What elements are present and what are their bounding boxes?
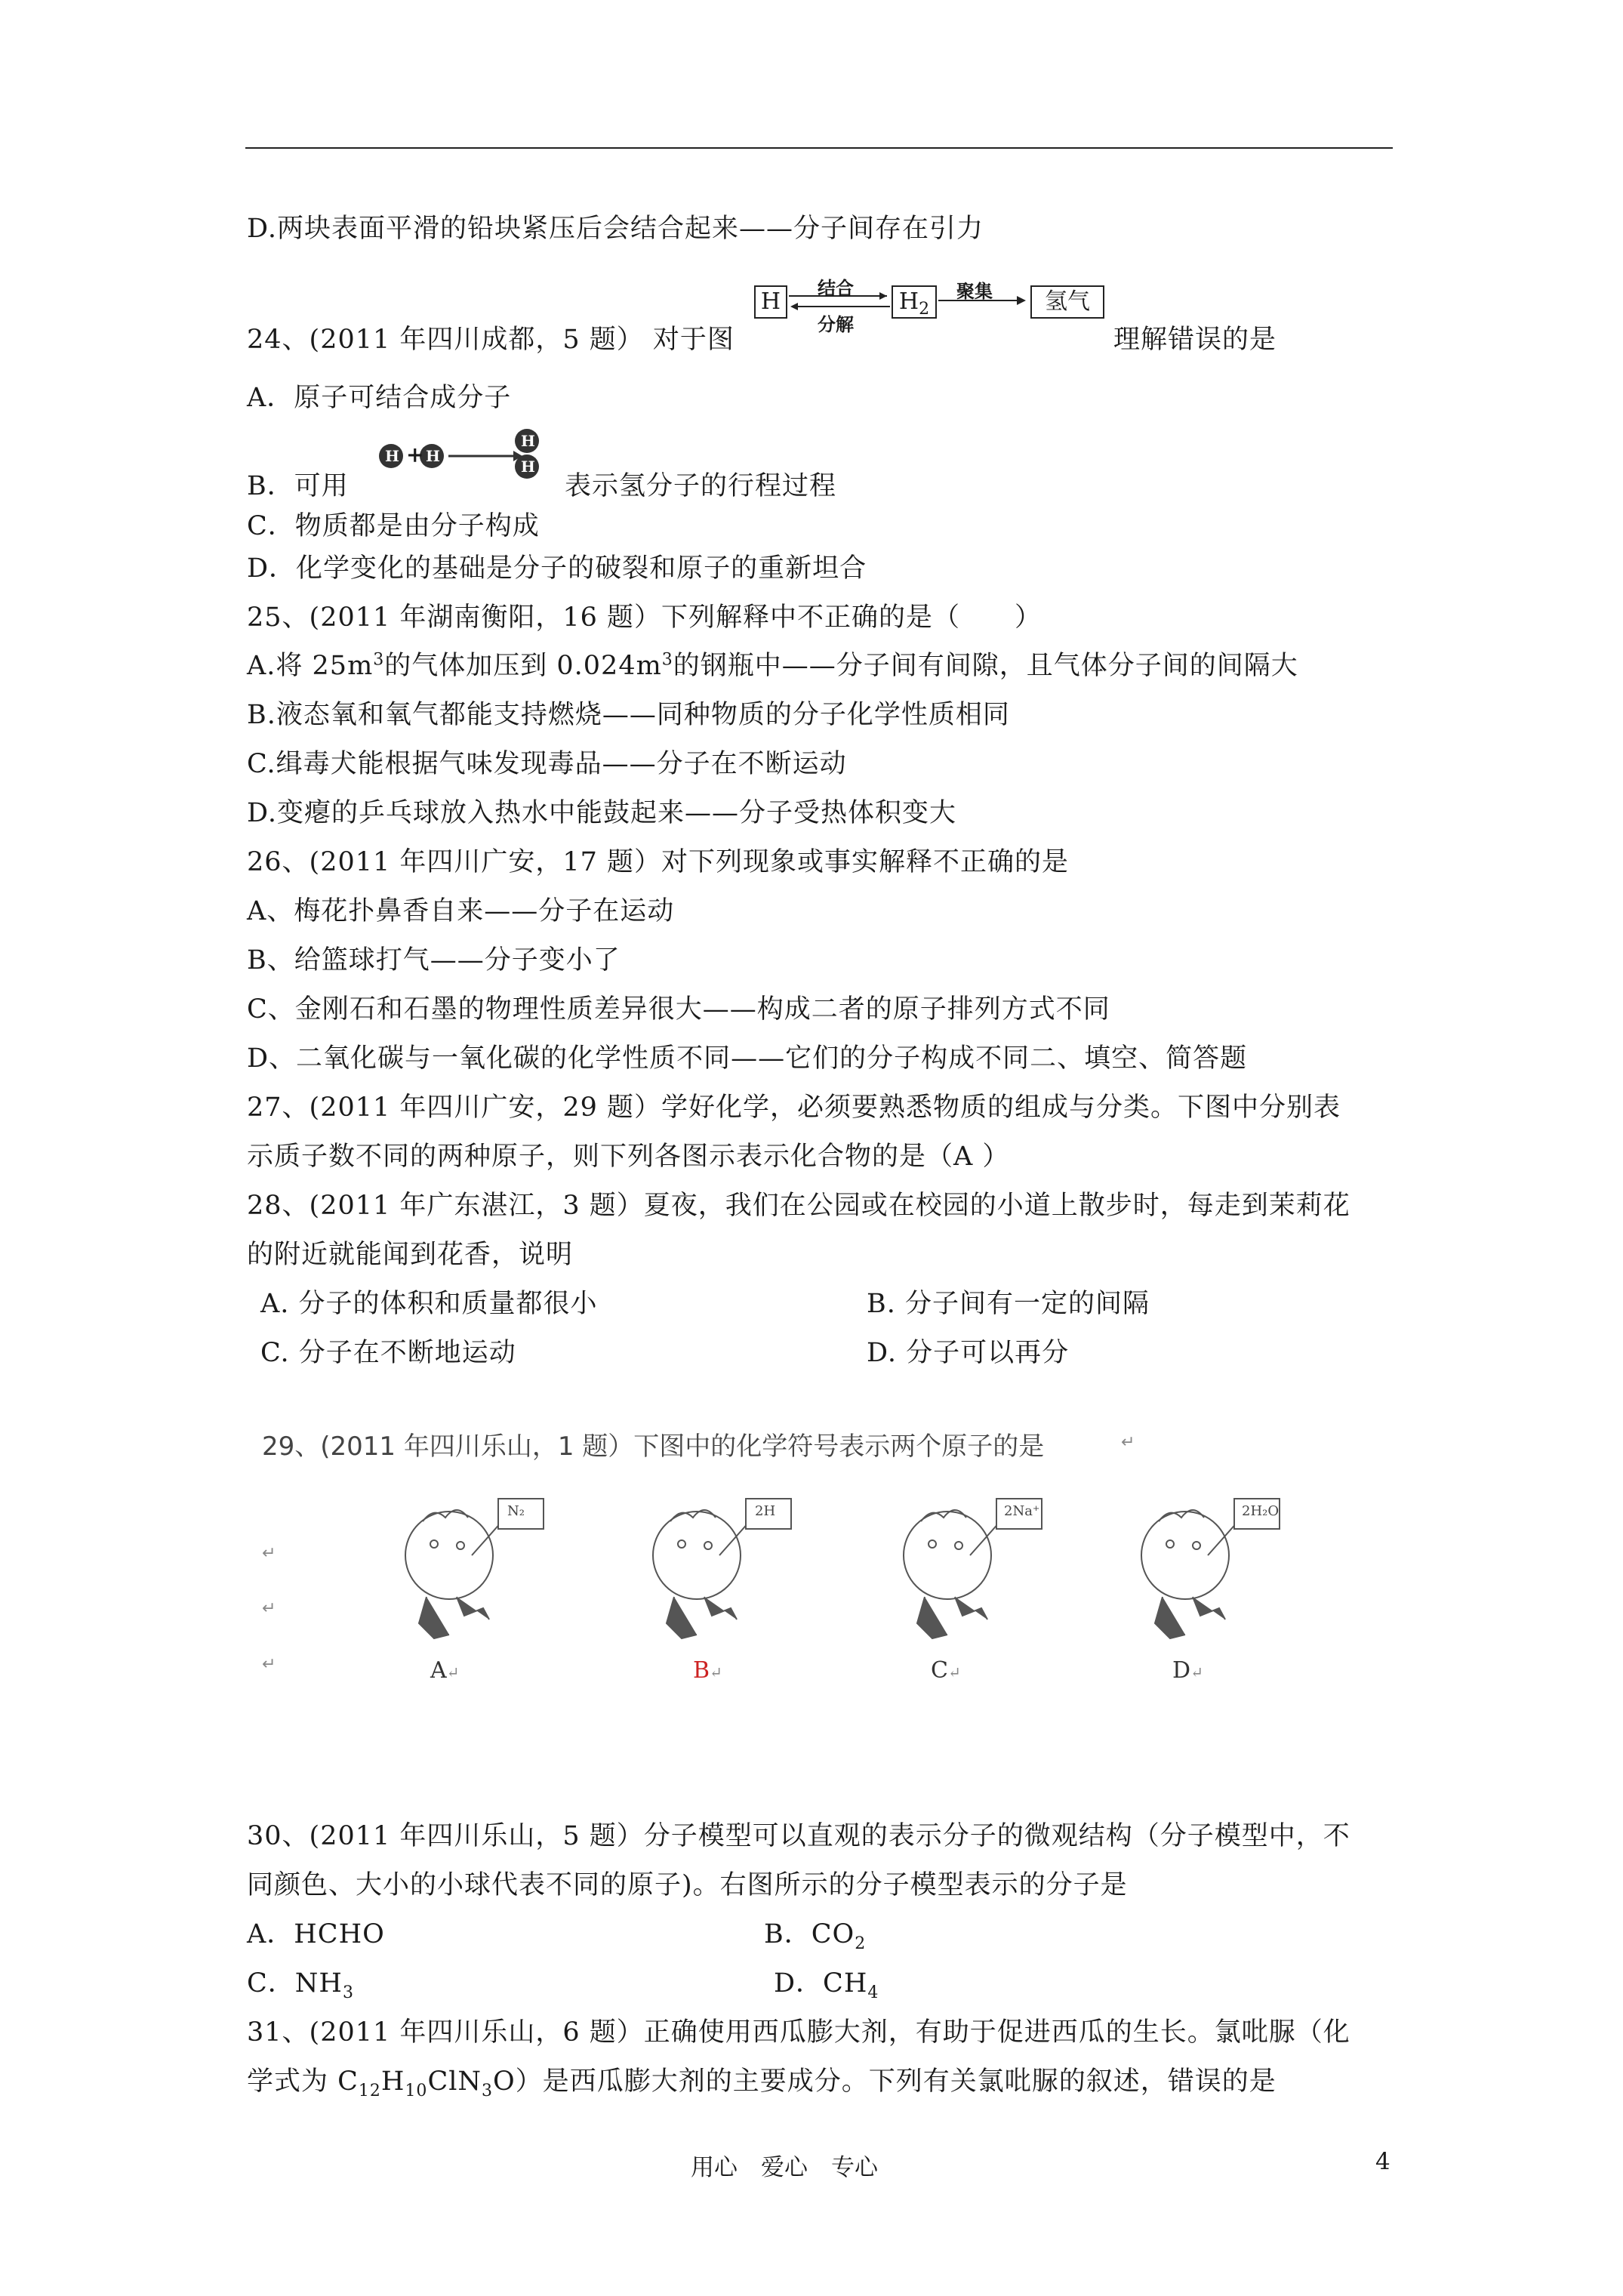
q30-stem-line2: 同颜色、大小的小球代表不同的原子)。右图所示的分子模型表示的分子是 bbox=[247, 1870, 1128, 1900]
molecule-plus: + bbox=[406, 442, 424, 467]
q24-option-d: D．化学变化的基础是分子的破裂和原子的重新坦合 bbox=[247, 553, 867, 584]
q25-option-b: B.液态氧和氧气都能支持燃烧——同种物质的分子化学性质相同 bbox=[247, 700, 1010, 730]
q28-option-a: A. 分子的体积和质量都很小 bbox=[260, 1289, 598, 1319]
q29-return-mark: ↵ bbox=[262, 1655, 276, 1674]
header-rule bbox=[245, 147, 1393, 149]
page-number: 4 bbox=[1375, 2148, 1390, 2175]
flow-label-combine: 结合 bbox=[818, 277, 854, 299]
q29-stem: 29、(2011 年四川乐山，1 题）下图中的化学符号表示两个原子的是 bbox=[262, 1432, 1045, 1462]
q24-molecule-diagram bbox=[376, 427, 542, 485]
q29-return-mark: ↵ bbox=[262, 1544, 276, 1563]
q26-option-d: D、二氧化碳与一氧化碳的化学性质不同——它们的分子构成不同二、填空、简答题 bbox=[247, 1043, 1248, 1074]
q29-label-d: D↵ bbox=[1172, 1657, 1203, 1684]
q29-figure-d bbox=[1129, 1484, 1302, 1665]
q30-option-d: D．$CH_4$ bbox=[774, 1968, 879, 2002]
molecule-atom-1: H bbox=[385, 447, 399, 465]
q30-option-b: B．$CO_2$ bbox=[764, 1919, 867, 1953]
q26-option-a: A、梅花扑鼻香自来——分子在运动 bbox=[247, 896, 675, 926]
q26-option-b: B、给篮球打气——分子变小了 bbox=[247, 945, 621, 975]
molecule-svg bbox=[376, 427, 542, 485]
q24-option-b-end: 表示氢分子的行程过程 bbox=[565, 471, 837, 501]
q24-option-b-start: B．可用 bbox=[247, 471, 349, 501]
q31-stem-line1: 31、(2011 年四川乐山，6 题）正确使用西瓜膨大剂，有助于促进西瓜的生长。氯吡脲（化 bbox=[247, 2017, 1350, 2048]
q29-label-b: B↵ bbox=[693, 1657, 722, 1684]
q24-option-a: A．原子可结合成分子 bbox=[247, 383, 512, 413]
q28-option-b: B. 分子间有一定的间隔 bbox=[867, 1289, 1150, 1319]
q29-label-a: A↵ bbox=[430, 1657, 460, 1684]
q28-stem-line2: 的附近就能闻到花香，说明 bbox=[247, 1240, 574, 1270]
q29-return-mark: ↵ bbox=[1121, 1433, 1135, 1452]
figure-d-card: 2H₂O bbox=[1242, 1503, 1280, 1519]
flow-arrows bbox=[751, 279, 1113, 340]
q25-stem: 25、(2011 年湖南衡阳，16 题）下列解释中不正确的是（ ） bbox=[247, 603, 1042, 633]
molecule-atom-2: H bbox=[426, 447, 440, 465]
q25-option-a: A.将 $25m^3$的气体加压到 $0.024m^3$的钢瓶中——分子间有间隙，且气体分子间的间隔大 bbox=[247, 650, 1298, 681]
q28-option-d: D. 分子可以再分 bbox=[867, 1338, 1070, 1368]
q30-option-a: A．HCHO bbox=[247, 1919, 385, 1949]
flow-box-hydrogen: 氢气 bbox=[1030, 285, 1104, 319]
footer-motto: 用心 爱心 专心 bbox=[691, 2154, 878, 2181]
q27-stem-line2: 示质子数不同的两种原子，则下列各图示表示化合物的是（A ） bbox=[247, 1142, 1010, 1172]
q30-stem-line1: 30、(2011 年四川乐山，5 题）分子模型可以直观的表示分子的微观结构（分子模型中，不 bbox=[247, 1821, 1350, 1851]
q28-stem-line1: 28、(2011 年广东湛江，3 题）夏夜，我们在公园或在校园的小道上散步时，每走到茉莉花 bbox=[247, 1191, 1350, 1221]
q25-option-c: C.缉毒犬能根据气味发现毒品——分子在不断运动 bbox=[247, 749, 847, 779]
flow-label-gather: 聚集 bbox=[956, 280, 993, 302]
q27-stem-line1: 27、(2011 年四川广安，29 题）学好化学，必须要熟悉物质的组成与分类。下图中分别表 bbox=[247, 1093, 1341, 1123]
cartoon-figure-a bbox=[393, 1484, 566, 1665]
q29-figure-b bbox=[640, 1484, 814, 1665]
figure-c-card: 2Na⁺ bbox=[1004, 1503, 1040, 1519]
molecule-atom-3: H bbox=[521, 432, 535, 450]
figure-b-card: 2H bbox=[755, 1503, 776, 1519]
q29-return-mark: ↵ bbox=[262, 1599, 276, 1618]
q29-label-c: C↵ bbox=[931, 1657, 961, 1684]
flow-box-h2: $H_2$ bbox=[892, 285, 937, 319]
flow-label-decompose: 分解 bbox=[818, 313, 854, 335]
q25-option-d: D.变瘪的乒乓球放入热水中能鼓起来——分子受热体积变大 bbox=[247, 798, 956, 828]
figure-a-card: N₂ bbox=[507, 1503, 525, 1519]
q24-stem-start: 24、(2011 年四川成都，5 题） 对于图 bbox=[247, 325, 735, 355]
q24-option-c: C．物质都是由分子构成 bbox=[247, 511, 540, 541]
molecule-atom-4: H bbox=[521, 458, 535, 476]
cartoon-figure-b bbox=[640, 1484, 814, 1665]
q29-figure-a bbox=[393, 1484, 566, 1665]
q24-flow-diagram bbox=[751, 279, 1113, 340]
q28-option-c: C. 分子在不断地运动 bbox=[260, 1338, 516, 1368]
q24-stem-end: 理解错误的是 bbox=[1113, 325, 1277, 355]
q26-stem: 26、(2011 年四川广安，17 题）对下列现象或事实解释不正确的是 bbox=[247, 847, 1070, 877]
q23-option-d: D.两块表面平滑的铅块紧压后会结合起来——分子间存在引力 bbox=[247, 214, 984, 244]
q29-figure-c bbox=[891, 1484, 1064, 1665]
q26-option-c: C、金刚石和石墨的物理性质差异很大——构成二者的原子排列方式不同 bbox=[247, 994, 1110, 1025]
q31-stem-line2: 学式为 $C_{12}H_{10}ClN_3O$）是西瓜膨大剂的主要成分。下列有关氯吡脲的叙述，错误的是 bbox=[247, 2066, 1277, 2100]
q30-option-c: C．$NH_3$ bbox=[247, 1968, 354, 2002]
flow-box-h: H bbox=[754, 285, 787, 319]
